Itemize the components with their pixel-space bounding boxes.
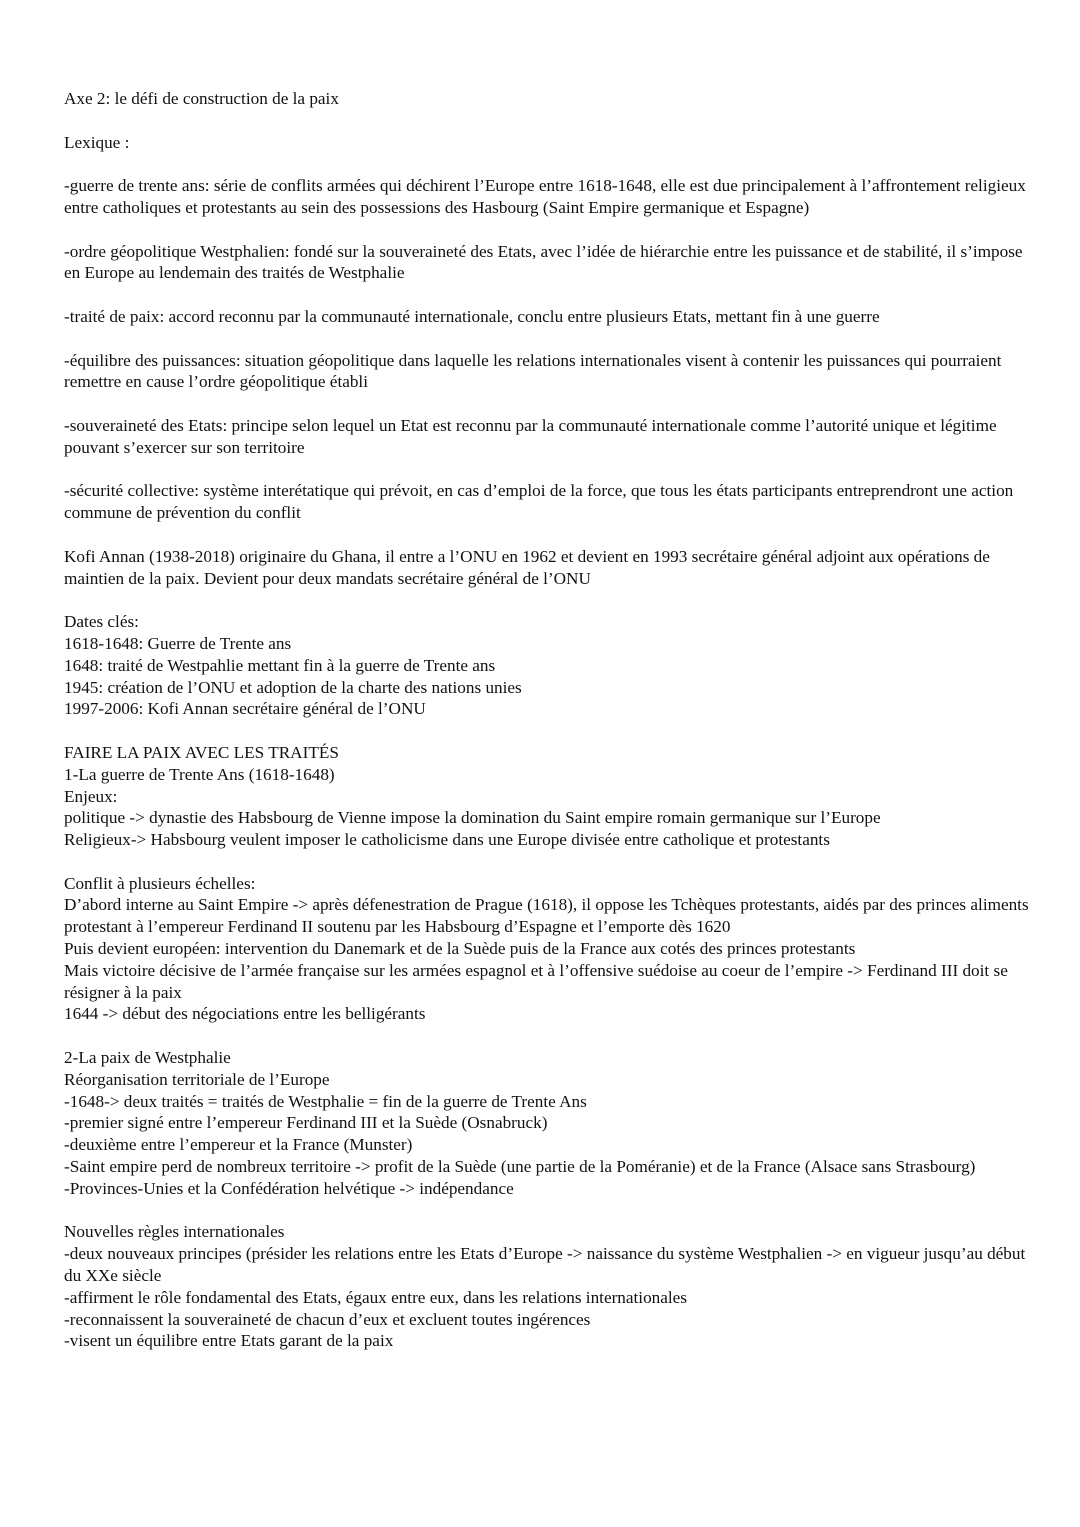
definition-guerre-trente-ans: -guerre de trente ans: série de conflits armées qui déchirent l’Europe entre 1618-1648, elle est due principalement à l’affrontement religieux entre catholiques et protestants au sein des possessions des Hasbourg (Saint Empire germanique et Espagne) [64, 176, 1026, 217]
part2-line: -Provinces-Unies et la Confédération helvétique -> indépendance [64, 1178, 514, 1198]
regles-line: -reconnaissent la souveraineté de chacun d’eux et excluent toutes ingérences [64, 1309, 591, 1329]
part2-line: Réorganisation territoriale de l’Europe [64, 1069, 330, 1089]
dates-cles-block [64, 611, 1034, 720]
part1-heading: 1-La guerre de Trente Ans (1618-1648) [64, 764, 335, 784]
date-item: 1945: création de l’ONU et adoption de la charte des nations unies [64, 677, 522, 697]
conflit-line: Puis devient européen: intervention du Danemark et de la Suède puis de la France aux cotés des princes protestants [64, 939, 856, 959]
date-item: 1997-2006: Kofi Annan secrétaire général de l’ONU [64, 699, 426, 719]
dates-heading: Dates clés: [64, 612, 139, 632]
definition-equilibre-puissances: -équilibre des puissances: situation géopolitique dans laquelle les relations internationales visent à contenir les puissances qui pourraient remettre en cause l’ordre géopolitique établi [64, 350, 1002, 392]
definition-ordre-westphalien: -ordre géopolitique Westphalien: fondé sur la souveraineté des Etats, avec l’idée de hiérarchie entre les puissance et de stabilité, il s’impose en Europe au lendemain des traités de Westphalie [64, 241, 1023, 283]
part1-line: politique -> dynastie des Habsbourg de Vienne impose la domination du Saint empire romain germanique sur l’Europe [64, 808, 881, 828]
part2-block [64, 1047, 1034, 1200]
conflit-line: Conflit à plusieurs échelles: [64, 873, 256, 893]
regles-line: -affirment le rôle fondamental des Etats, égaux entre eux, dans les relations internationales [64, 1287, 687, 1307]
part2-line: -deuxième entre l’empereur et la France (Munster) [64, 1135, 413, 1155]
part2-line: -Saint empire perd de nombreux territoire -> profit de la Suède (une partie de la Poméranie) et de la France (Alsace sans Strasbourg) [64, 1157, 976, 1177]
definition-securite-collective: -sécurité collective: système interétatique qui prévoit, en cas d’emploi de la force, que tous les états participants entreprendront une action commune de prévention du conflit [64, 481, 1014, 523]
section-heading: FAIRE LA PAIX AVEC LES TRAITÉS [64, 742, 339, 762]
regles-block [64, 1221, 1034, 1352]
conflit-line: Mais victoire décisive de l’armée française sur les armées espagnol et à l’offensive suédoise au coeur de l’empire -> Ferdinand III doit se résigner à la paix [64, 960, 1008, 1002]
conflit-block [64, 873, 1034, 1026]
part2-line: -premier signé entre l’empereur Ferdinand III et la Suède (Osnabruck) [64, 1113, 548, 1133]
conflit-line: D’abord interne au Saint Empire -> après défenestration de Prague (1618), il oppose les Tchèques protestants, aidés par des princes aliments protestant à l’empereur Ferdinand II soutenu par les Habsbourg d’Espagne et l’emporte dès 1620 [64, 895, 1029, 937]
document-title: Axe 2: le défi de construction de la paix [64, 89, 339, 108]
regles-line: -deux nouveaux principes (présider les relations entre les Etats d’Europe -> naissance du système Westphalien -> en vigueur jusqu’au début du XXe siècle [64, 1244, 1026, 1286]
conflit-line: 1644 -> début des négociations entre les belligérants [64, 1004, 426, 1024]
definition-souverainete-etats: -souveraineté des Etats: principe selon lequel un Etat est reconnu par la communauté internationale comme l’autorité unique et légitime pouvant s’exercer sur son territoire [64, 415, 997, 457]
definition-traite-de-paix: -traité de paix: accord reconnu par la communauté internationale, conclu entre plusieurs Etats, mettant fin à une guerre [64, 306, 880, 326]
part2-heading: 2-La paix de Westphalie [64, 1048, 231, 1068]
document-page [64, 88, 1034, 1374]
part2-line: -1648-> deux traités = traités de Westphalie = fin de la guerre de Trente Ans [64, 1091, 587, 1111]
regles-line: Nouvelles règles internationales [64, 1222, 285, 1242]
date-item: 1618-1648: Guerre de Trente ans [64, 633, 292, 653]
part1-block [64, 742, 1034, 851]
part1-line: Religieux-> Habsbourg veulent imposer le catholicisme dans une Europe divisée entre catholique et protestants [64, 830, 830, 850]
part1-line: Enjeux: [64, 786, 118, 806]
date-item: 1648: traité de Westpahlie mettant fin à la guerre de Trente ans [64, 655, 496, 675]
lexique-heading: Lexique : [64, 132, 130, 152]
regles-line: -visent un équilibre entre Etats garant de la paix [64, 1331, 394, 1351]
kofi-annan-paragraph: Kofi Annan (1938-2018) originaire du Ghana, il entre a l’ONU en 1962 et devient en 1993 secrétaire général adjoint aux opérations de maintien de la paix. Devient pour deux mandats secrétaire général de l’ONU [64, 546, 990, 588]
